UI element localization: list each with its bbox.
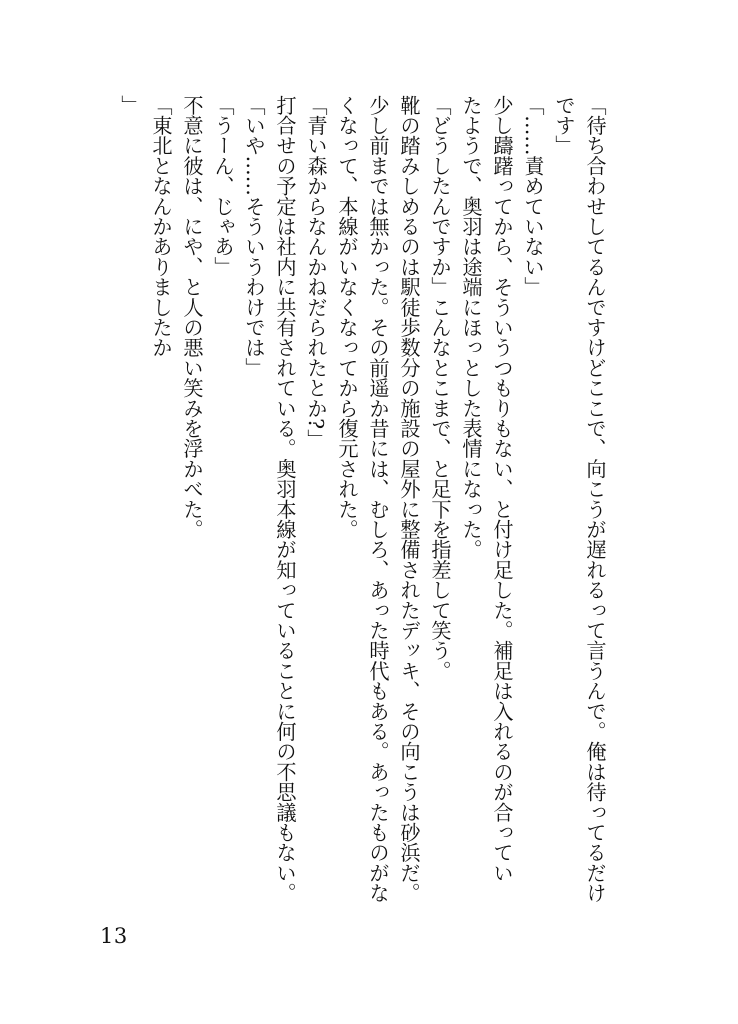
text-line: 「青い森からなんかねだられたとか?」 [304, 95, 328, 450]
text-line: 「待ち合わせしてるんですけどここで、向こうが遅れるって言うんで。俺は待ってるだけ [583, 95, 607, 903]
text-line: 不意に彼は、にや、と人の悪い笑みを浮かべた。 [180, 95, 204, 540]
text-line: 」 [118, 95, 142, 116]
text-line: 「東北となんかありましたか [149, 95, 173, 358]
text-line: 「……責めていない」 [521, 95, 545, 297]
text-line: 少し躊躇ってから、そういうつもりもない、と付け足した。補足は入れるのが合ってい [490, 95, 514, 883]
text-line: 少し前までは無かった。その前遥か昔には、むしろ、あった時代もある。あったものがな [366, 95, 390, 903]
text-line: 「どうしたんですか」こんなとこまで、と足下を指差して笑う。 [428, 95, 452, 681]
text-line: です」 [552, 95, 576, 156]
text-line: 「いや……そういうわけでは」 [242, 95, 266, 378]
text-line: 「うーん、じゃあ」 [211, 95, 235, 277]
text-line: 靴の踏みしめるのは駅徒歩数分の施設の屋外に整備されたデッキ、その向こうは砂浜だ。 [397, 95, 421, 903]
page-number: 13 [100, 924, 128, 948]
novel-text-block [114, 95, 610, 915]
text-line: くなって、本線がいなくなってから復元された。 [335, 95, 359, 540]
text-line: たようで、奥羽は途端にほっとした表情になった。 [459, 95, 483, 560]
text-line: 打合せの予定は社内に共有されている。奥羽本線が知っていることに何の不思議もない。 [273, 95, 297, 903]
